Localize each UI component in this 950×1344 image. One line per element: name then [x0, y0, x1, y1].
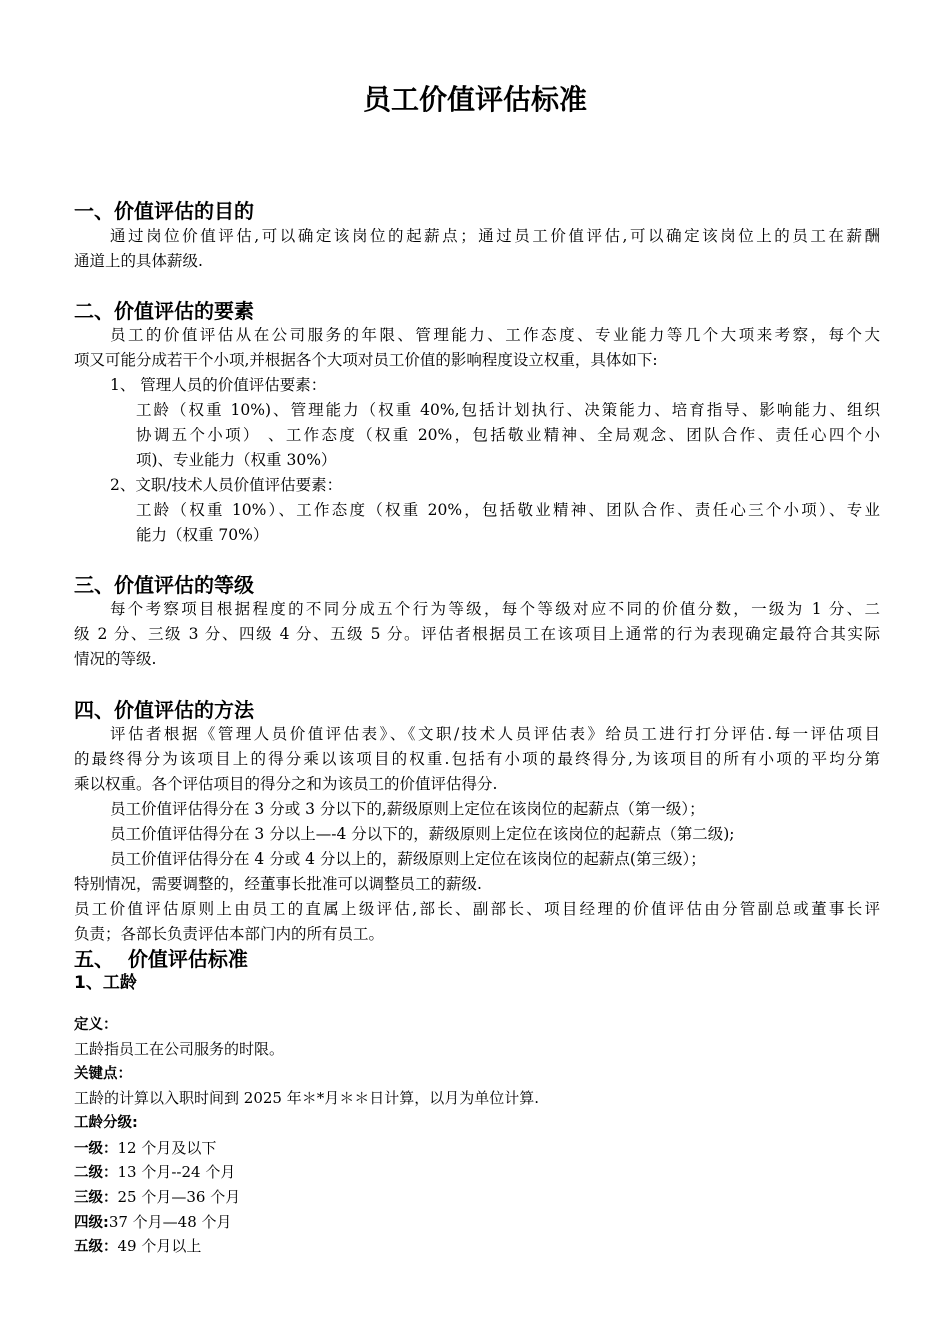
paragraph-line: 特别情况，需要调整的，经董事长批准可以调整员工的薪级.	[74, 875, 482, 893]
grade-item-text: 12 个月及以下	[117, 1139, 217, 1157]
list-item-label: 2、文职/技术人员价值评估要素：	[110, 476, 343, 494]
section-heading-standards: 五、 价值评估标准	[74, 947, 248, 971]
paragraph-line: 每个考察项目根据程度的不同分成五个行为等级，每个等级对应不同的价值分数，一级为 1 分、二	[110, 600, 880, 618]
paragraph-line: 通道上的具体薪级.	[74, 252, 203, 270]
grade-item	[74, 1136, 216, 1161]
paragraph-line: 负责；各部长负责评估本部门内的所有员工。	[74, 925, 385, 943]
paragraph-line: 通过岗位价值评估,可以确定该岗位的起薪点；通过员工价值评估,可以确定该岗位上的员工在薪酬	[110, 227, 880, 245]
grade-item	[74, 1210, 232, 1235]
grade-item	[74, 1234, 201, 1259]
list-item-line: 项)、专业能力（权重 30%）	[136, 451, 337, 469]
subsection-heading-seniority: 1、工龄	[74, 973, 137, 993]
paragraph-line: 评估者根据《管理人员价值评估表》、《文职/技术人员评估表》给员工进行打分评估.每一评估项目	[110, 725, 880, 743]
paragraph-line: 的最终得分为该项目上的得分乘以该项目的权重.包括有小项的最终得分,为该项目的所有小项的平均分第	[74, 750, 880, 768]
grade-item-text: 25 个月—36 个月	[117, 1188, 241, 1206]
paragraph-line: 情况的等级.	[74, 650, 157, 668]
grade-rule-line: 员工价值评估得分在 3 分以上—-4 分以下的，薪级原则上定位在该岗位的起薪点（第二级);	[110, 825, 735, 843]
page-title: 员工价值评估标准	[362, 83, 587, 116]
list-item-line: 能力（权重 70%）	[136, 526, 269, 544]
paragraph-line: 乘以权重。各个评估项目的得分之和为该员工的价值评估得分.	[74, 775, 498, 793]
section-heading-purpose: 一、价值评估的目的	[74, 199, 254, 223]
list-item-line: 工龄（权重 10%）、工作态度（权重 20%，包括敬业精神、团队合作、责任心三个小项）、专业	[136, 501, 880, 519]
grade-item	[74, 1160, 235, 1185]
paragraph-line: 员工的价值评估从在公司服务的年限、管理能力、工作态度、专业能力等几个大项来考察，每个大	[110, 326, 880, 344]
key-point-text: 工龄的计算以入职时间到 2025 年＊*月＊＊日计算，以月为单位计算.	[74, 1089, 539, 1107]
paragraph-line: 级 2 分、三级 3 分、四级 4 分、五级 5 分。评估者根据员工在该项目上通常的行为表现确定最符合其实际	[74, 625, 880, 643]
list-item-label: 1、 管理人员的价值评估要素：	[110, 376, 327, 394]
section-heading-method: 四、价值评估的方法	[74, 698, 254, 722]
grade-item-label: 一级：	[74, 1141, 118, 1157]
grade-item-label: 四级:	[74, 1215, 109, 1231]
section-heading-levels: 三、价值评估的等级	[74, 573, 254, 597]
grade-item-label: 五级：	[74, 1239, 118, 1255]
grades-label: 工龄分级:	[74, 1115, 138, 1131]
grade-item-text: 13 个月--24 个月	[117, 1163, 236, 1181]
paragraph-line: 项又可能分成若干个小项,并根据各个大项对员工价值的影响程度设立权重，具体如下:	[74, 351, 658, 369]
grade-rule-line: 员工价值评估得分在 4 分或 4 分以上的，薪级原则上定位在该岗位的起薪点(第三级）；	[110, 850, 706, 868]
grade-rule-line: 员工价值评估得分在 3 分或 3 分以下的,薪级原则上定位在该岗位的起薪点（第一级）；	[110, 800, 705, 818]
paragraph-line: 员工价值评估原则上由员工的直属上级评估,部长、副部长、项目经理的价值评估由分管副总或董事长评	[74, 900, 880, 918]
grade-item	[74, 1185, 240, 1210]
list-item-line: 协调五个小项） 、工作态度（权重 20%，包括敬业精神、全局观念、团队合作、责任心四个小	[136, 426, 880, 444]
list-item-line: 工龄（权重 10%)、管理能力（权重 40%,包括计划执行、决策能力、培育指导、影响能力、组织	[136, 401, 880, 419]
grade-item-text: 37 个月—48 个月	[108, 1213, 232, 1231]
definition-label: 定义：	[74, 1017, 118, 1033]
grade-item-label: 三级：	[74, 1190, 118, 1206]
grade-item-label: 二级：	[74, 1165, 118, 1181]
definition-text: 工龄指员工在公司服务的时限。	[74, 1040, 285, 1058]
grade-item-text: 49 个月以上	[117, 1237, 202, 1255]
section-heading-elements: 二、价值评估的要素	[74, 299, 254, 323]
key-point-label: 关键点：	[74, 1066, 132, 1082]
